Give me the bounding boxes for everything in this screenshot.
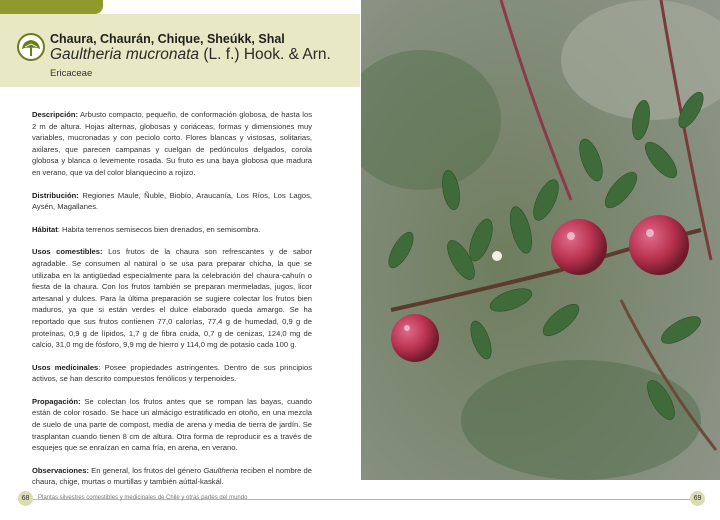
genus-italic: Gaultheria xyxy=(203,465,239,475)
section-label: Propagación: xyxy=(32,396,81,406)
page-number-left: 68 xyxy=(18,491,33,506)
section-text: En general, los frutos del género xyxy=(88,465,204,475)
section-text: Regiones Maule, Ñuble, Biobío, Araucanía, Los Ríos, Los Lagos, Aysén, Magallanes. xyxy=(32,190,312,212)
section-label: Descripción: xyxy=(32,110,78,119)
section-medicinal-uses xyxy=(32,362,312,385)
book-title-footer: Plantas silvestres comestibles y medicinales de Chile y otras partes del mundo xyxy=(38,495,248,501)
section-observations xyxy=(32,465,312,488)
section-label: Usos comestibles: xyxy=(32,247,103,257)
scientific-genus-species: Gaultheria mucronata xyxy=(50,46,200,63)
page-number-right: 69 xyxy=(690,491,705,506)
section-text: Arbusto compacto, pequeño, de conformación globosa, de hasta los 2 m de altura. Hojas alternas, globosas y coriáceas, formas y dimensiones muy variables, mucronadas y con peciolo corto. Flores blancas y vistosas, solitarias, axilares, que parecen campanas y cuelgan de pedúnculos delgados, corola globosa y blanca o levemente rosada. Su fruto es una baya globosa que madura en verano, que va del color blanquecino a rojizo. xyxy=(32,110,312,177)
section-habitat xyxy=(32,224,312,236)
section-description xyxy=(32,109,312,179)
plant-family: Ericaceae xyxy=(50,68,93,79)
section-distribution xyxy=(32,190,312,213)
scientific-author: (L. f.) Hook. & Arn. xyxy=(199,46,331,63)
section-text: : Habita terrenos semisecos bien drenados, en semisombra. xyxy=(57,224,261,234)
section-text: Se colectan los frutos antes que se rompan las bayas, cuando están de color rosado. Se hace un almácigo estratificado en otoño, en una mezcla de suelo de una parte de compost, media de arena y media de tierra de jardín. Se trasplantan cuando tienen 8 cm de altura. Otra forma de reproducir es a través de esquejes que se enraízan en cama fría, en arena, en verano. xyxy=(32,396,312,453)
common-names: Chaura, Chaurán, Chique, Sheúkk, Shal xyxy=(50,32,285,46)
species-description xyxy=(32,109,312,499)
footer-rule-right xyxy=(361,499,690,500)
section-label: Observaciones: xyxy=(32,465,89,475)
tree-icon xyxy=(17,33,45,61)
section-edible-uses xyxy=(32,246,312,350)
gaultheria-mucronata-photo xyxy=(361,0,720,480)
section-text: reciben el nombre de chaura, chige, murtas o murtillas y también aúttal-kaskál. xyxy=(32,465,313,487)
section-label: Hábitat xyxy=(32,224,58,234)
scientific-name xyxy=(50,46,331,64)
section-label: Usos medicinales xyxy=(32,362,99,372)
top-tab-accent xyxy=(0,0,103,14)
section-text: : Posee propiedades astringentes. Dentro de sus principios activos, se han descrito compuestos fenólicos y terpenoides. xyxy=(32,362,312,384)
section-text: Los frutos de la chaura son refrescantes y de sabor agradable. Se consumen al natural o se usa para preparar chicha, la que se utilizaba en la antigüedad especialmente para la celebración del chaura-cahuín o fiesta de la chaura. Con los frutos también se preparan mermeladas, jugos, licor artesanal y dulces. Para la última preparación se sugiere colectar los frutos bien maduros, ya que si están verdes el dulce elaborado queda amargo. Se ha reportado que sus frutos contienen 77,0 calorías, 77,4 g de humedad, 0,9 g de proteínas, 0,9 g de lípidos, 1,7 g de fibra cruda, 0,7 g de cenizas, 124,0 mg de calcio, 31,0 mg de fósforo, 9,9 mg de hierro y 114,0 mg de potasio cada 100 g. xyxy=(32,247,312,350)
section-label: Distribución: xyxy=(32,190,79,200)
section-propagation xyxy=(32,396,312,454)
